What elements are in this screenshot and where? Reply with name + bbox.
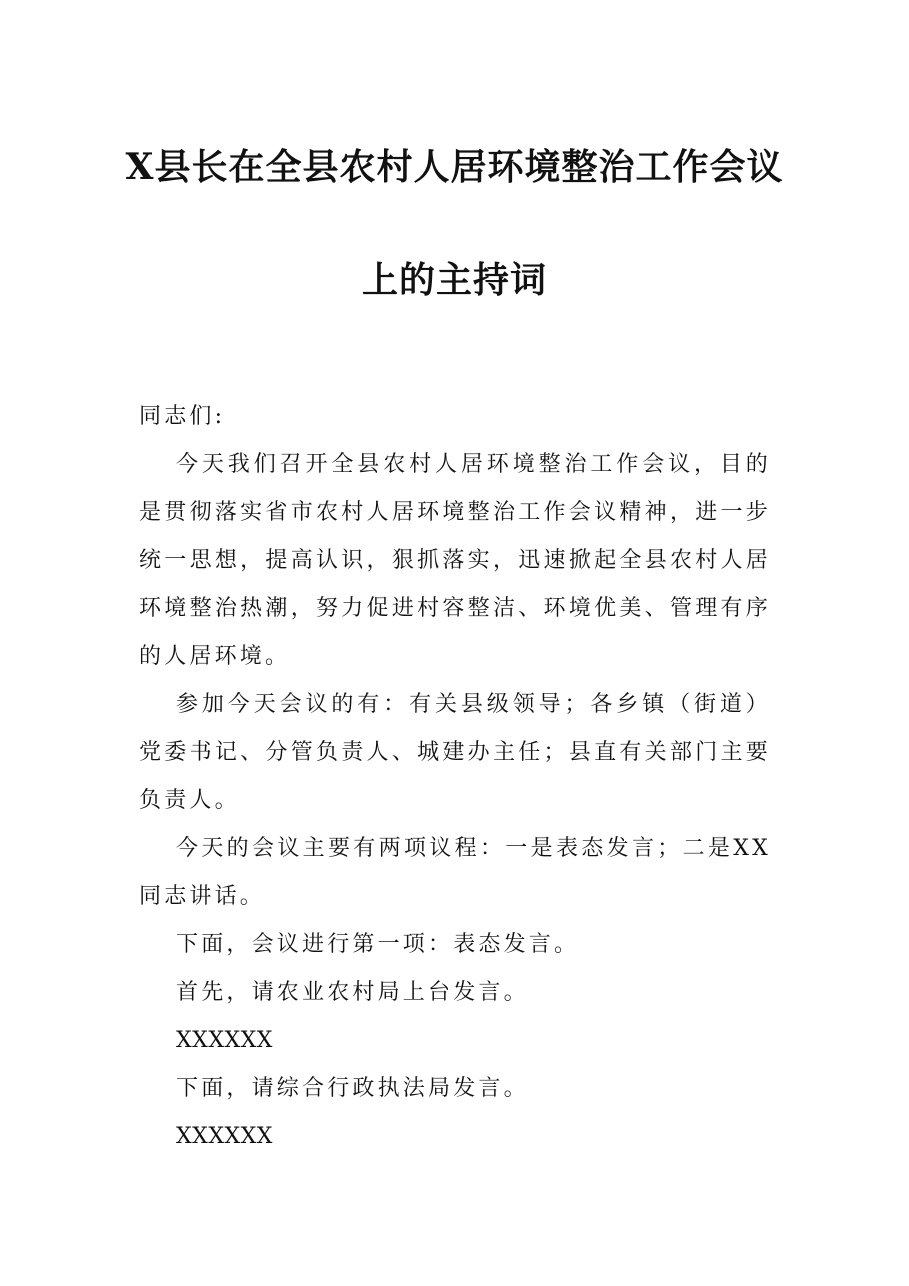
speech-placeholder-2: XXXXXX	[176, 1124, 273, 1149]
paragraph-second-speaker: 下面，请综合行政执法局发言。	[176, 1076, 529, 1101]
document-title-line-2: 上的主持词	[361, 259, 547, 301]
paragraph-attendees: 参加今天会议的有：有关县级领导；各乡镇（街道）党委书记、分管负责人、城建办主任；县直有关部门主要负责人。	[139, 692, 771, 813]
salutation: 同志们:	[139, 404, 226, 429]
paragraph-purpose: 今天我们召开全县农村人居环境整治工作会议，目的是贯彻落实省市农村人居环境整治工作会议精神，进一步统一思想，提高认识，狠抓落实，迅速掀起全县农村人居环境整治热潮，努力促进村容整洁、环境优美、管理有序的人居环境。	[139, 452, 771, 669]
paragraph-first-item: 下面，会议进行第一项：表态发言。	[176, 932, 580, 957]
speech-placeholder-1: XXXXXX	[176, 1028, 273, 1053]
document-body	[139, 393, 771, 1161]
paragraph-agenda: 今天的会议主要有两项议程：一是表态发言；二是XX同志讲话。	[139, 836, 771, 909]
paragraph-first-speaker: 首先，请农业农村局上台发言。	[176, 980, 529, 1005]
document-title-line-1: X县长在全县农村人居环境整治工作会议	[125, 146, 784, 188]
